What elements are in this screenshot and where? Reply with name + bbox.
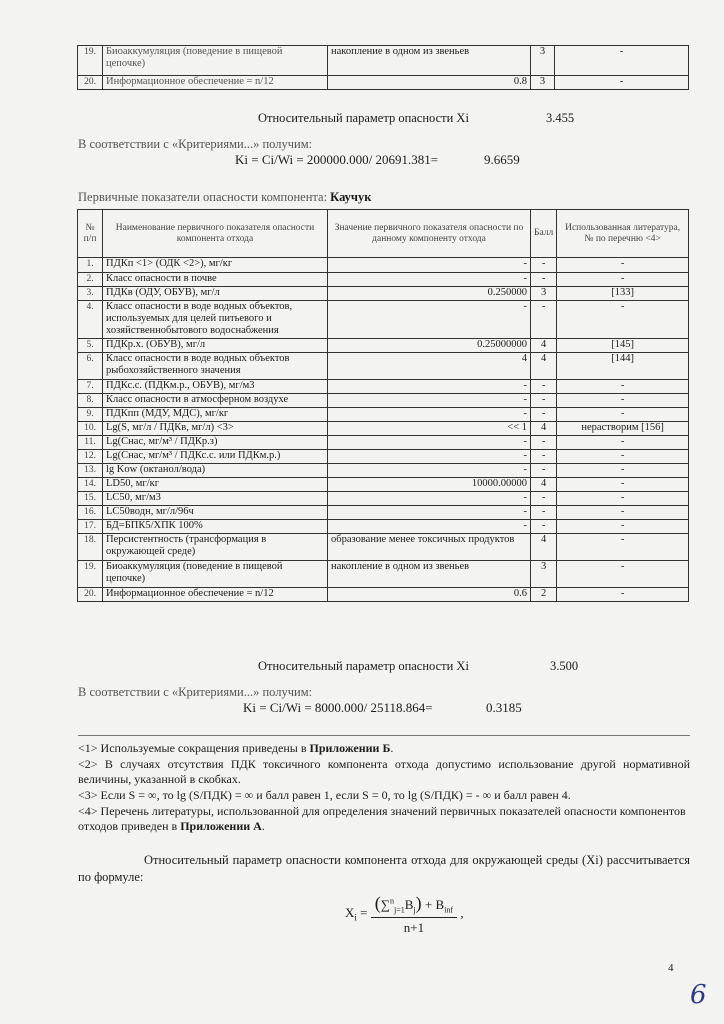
row-score: - <box>531 520 557 534</box>
header-score: Балл <box>531 210 557 258</box>
row-value: - <box>328 464 531 478</box>
row-value: образование менее токсичных продуктов <box>328 534 531 561</box>
row-score: - <box>531 464 557 478</box>
footnote-4-text: <4> Перечень литературы, использованной для определения значений первичных показателей опасности компонентов отходов приведен в <box>78 804 686 833</box>
row-name: ПДКп <1> (ОДК <2>), мг/кг <box>103 258 328 273</box>
footnote-1: <1> Используемые сокращения приведены в Приложении Б. <box>78 741 394 755</box>
table-top-fragment <box>77 45 689 90</box>
formula-comma: , <box>460 905 464 921</box>
section2-title <box>78 190 371 205</box>
row-value: - <box>328 492 531 506</box>
row-literature: - <box>557 408 689 422</box>
header-value: Значение первичного показателя опасности по данному компоненту отхода <box>328 210 531 258</box>
criteria2-intro: В соответствии с «Критериями...» получим: <box>78 685 313 699</box>
row-literature: - <box>557 450 689 464</box>
row-name: LC50водн, мг/л/96ч <box>103 506 328 520</box>
row-number: 10. <box>78 422 103 436</box>
row-score: 4 <box>531 478 557 492</box>
row-number: 19. <box>78 46 103 76</box>
row-name: ПДКр.х. (ОБУВ), мг/л <box>103 339 328 353</box>
table-row <box>78 464 689 478</box>
row-name: ПДКпп (МДУ, МДС), мг/кг <box>103 408 328 422</box>
row-number: 2. <box>78 273 103 287</box>
row-name: Класс опасности в атмосферном воздухе <box>103 394 328 408</box>
row-value: - <box>328 301 531 339</box>
section2-title-text: Первичные показатели опасности компонента: <box>78 190 328 204</box>
row-value: - <box>328 450 531 464</box>
row-name: Класс опасности в воде водных объектов, используемых для целей питьевого и хозяйственнобытового водоснабжения <box>103 301 328 339</box>
criteria2-formula: Ki = Ci/Wi = 8000.000/ 25118.864= <box>243 700 433 715</box>
row-number: 4. <box>78 301 103 339</box>
row-score: - <box>531 408 557 422</box>
row-name: Персистентность (трансформация в окружающей среде) <box>103 534 328 561</box>
result2-label: Относительный параметр опасности Xi <box>258 659 469 673</box>
result1-label: Относительный параметр опасности Xi <box>258 111 469 125</box>
row-literature: - <box>557 394 689 408</box>
row-number: 13. <box>78 464 103 478</box>
row-value: - <box>328 394 531 408</box>
page-number: 4 <box>668 962 674 974</box>
table-main <box>77 209 689 602</box>
criteria2-value: 0.3185 <box>486 700 522 715</box>
row-value: - <box>328 258 531 273</box>
row-number: 7. <box>78 380 103 394</box>
row-number: 16. <box>78 506 103 520</box>
row-name: Класс опасности в почве <box>103 273 328 287</box>
row-number: 6. <box>78 353 103 380</box>
row-number: 20. <box>78 76 103 90</box>
table-row <box>78 394 689 408</box>
formula-fraction <box>371 893 457 936</box>
row-value: - <box>328 506 531 520</box>
row-number: 15. <box>78 492 103 506</box>
row-value: 0.6 <box>328 588 531 602</box>
table-row <box>78 46 689 76</box>
table-row <box>78 520 689 534</box>
row-number: 3. <box>78 287 103 301</box>
row-number: 20. <box>78 588 103 602</box>
row-value: 4 <box>328 353 531 380</box>
row-name: Lg(Снас, мг/м³ / ПДКс.с. или ПДКм.р.) <box>103 450 328 464</box>
row-literature: - <box>557 506 689 520</box>
row-literature: [145] <box>557 339 689 353</box>
row-number: 14. <box>78 478 103 492</box>
row-name: Биоаккумуляция (поведение в пищевой цепочке) <box>103 561 328 588</box>
table-row <box>78 353 689 380</box>
table-row <box>78 506 689 520</box>
row-score: - <box>531 301 557 339</box>
row-score: - <box>531 394 557 408</box>
table-row <box>78 534 689 561</box>
formula-xi <box>345 893 464 936</box>
row-literature: - <box>557 478 689 492</box>
row-score: - <box>531 258 557 273</box>
row-literature: - <box>557 301 689 339</box>
row-number: 9. <box>78 408 103 422</box>
row-name: ПДКс.с. (ПДКм.р., ОБУВ), мг/м3 <box>103 380 328 394</box>
row-literature: - <box>557 492 689 506</box>
row-score: 3 <box>531 76 555 90</box>
formula-denominator: n+1 <box>403 919 425 935</box>
row-value: 0.8 <box>328 76 531 90</box>
row-literature: - <box>557 588 689 602</box>
row-literature: - <box>557 436 689 450</box>
footnote-1-ref: Приложении Б <box>309 741 391 755</box>
table-row <box>78 450 689 464</box>
row-literature: - <box>555 76 689 90</box>
row-name: БД=БПК5/ХПК 100% <box>103 520 328 534</box>
row-score: 2 <box>531 588 557 602</box>
row-name: LC50, мг/м3 <box>103 492 328 506</box>
row-name: Lg(S, мг/л / ПДКв, мг/л) <3> <box>103 422 328 436</box>
row-number: 11. <box>78 436 103 450</box>
row-name: lg Kow (октанол/вода) <box>103 464 328 478</box>
header-n: № п/п <box>78 210 103 258</box>
table-row <box>78 588 689 602</box>
row-name: Информационное обеспечение = n/12 <box>103 588 328 602</box>
row-literature: [144] <box>557 353 689 380</box>
table-row <box>78 76 689 90</box>
row-score: - <box>531 506 557 520</box>
header-name: Наименование первичного показателя опасности компонента отхода <box>103 210 328 258</box>
row-value: - <box>328 380 531 394</box>
formula-paragraph: Относительный параметр опасности компонента отхода для окружающей среды (Xi) рассчитывается по формуле: <box>78 853 690 884</box>
row-literature: - <box>557 561 689 588</box>
table-row <box>78 492 689 506</box>
row-number: 19. <box>78 561 103 588</box>
criteria1-value: 9.6659 <box>484 152 520 167</box>
row-literature: - <box>557 380 689 394</box>
row-name: Класс опасности в воде водных объектов рыбохозяйственного значения <box>103 353 328 380</box>
row-score: 4 <box>531 339 557 353</box>
row-value: 0.25000000 <box>328 339 531 353</box>
row-value: - <box>328 408 531 422</box>
row-score: 4 <box>531 422 557 436</box>
criteria1-intro: В соответствии с «Критериями...» получим: <box>78 137 313 151</box>
row-value: - <box>328 520 531 534</box>
row-number: 8. <box>78 394 103 408</box>
handwritten-number: 6 <box>690 980 707 1010</box>
row-number: 5. <box>78 339 103 353</box>
row-value: << 1 <box>328 422 531 436</box>
row-value: накопление в одном из звеньев <box>328 46 531 76</box>
row-value: - <box>328 273 531 287</box>
row-score: - <box>531 380 557 394</box>
row-literature: - <box>555 46 689 76</box>
row-score: 4 <box>531 353 557 380</box>
row-number: 18. <box>78 534 103 561</box>
row-value: 10000.00000 <box>328 478 531 492</box>
table-row <box>78 436 689 450</box>
row-name: Биоаккумуляция (поведение в пищевой цепочке) <box>103 46 328 76</box>
footnote-4: <4> Перечень литературы, использованной для определения значений первичных показателей опасности компонентов отходов приведен в Приложении А. <box>78 804 686 833</box>
formula-numerator: $(\sum^n_{j=1}B_j) + B_{inf}$ <box>371 893 457 918</box>
row-score: - <box>531 450 557 464</box>
formula-lhs: $X_i$ = <box>345 905 371 923</box>
footnote-3: <3> Если S = ∞, то lg (S/ПДК) = ∞ и балл равен 1, если S = 0, то lg (S/ПДК) = - ∞ и балл равен 4. <box>78 788 571 802</box>
table-row <box>78 287 689 301</box>
result1-value: 3.455 <box>546 111 575 125</box>
result2-value: 3.500 <box>550 659 579 673</box>
table-row <box>78 258 689 273</box>
row-literature: - <box>557 273 689 287</box>
row-literature: нерастворим [156] <box>557 422 689 436</box>
header-lit: Использованная литература, № по перечню <4> <box>557 210 689 258</box>
section2-component: Каучук <box>330 190 372 204</box>
footnote-divider <box>78 735 690 736</box>
row-name: Lg(Снас, мг/м³ / ПДКр.з) <box>103 436 328 450</box>
row-score: 4 <box>531 534 557 561</box>
row-value: 0.250000 <box>328 287 531 301</box>
table-row <box>78 408 689 422</box>
table-row <box>78 339 689 353</box>
table-row <box>78 273 689 287</box>
row-value: - <box>328 436 531 450</box>
row-literature: [133] <box>557 287 689 301</box>
footnote-4-ref: Приложении А <box>180 819 262 833</box>
row-name: ПДКв (ОДУ, ОБУВ), мг/л <box>103 287 328 301</box>
row-literature: - <box>557 464 689 478</box>
table-row <box>78 422 689 436</box>
row-number: 17. <box>78 520 103 534</box>
row-literature: - <box>557 534 689 561</box>
table-row <box>78 380 689 394</box>
footnote-2: <2> В случаях отсутствия ПДК токсичного компонента отхода допустимо использование другой нормативной величины, указанной в скобках. <box>78 757 690 786</box>
table-row <box>78 301 689 339</box>
row-name: LD50, мг/кг <box>103 478 328 492</box>
row-name: Информационное обеспечение = n/12 <box>103 76 328 90</box>
row-score: - <box>531 492 557 506</box>
row-number: 12. <box>78 450 103 464</box>
row-score: - <box>531 436 557 450</box>
criteria1-formula: Ki = Ci/Wi = 200000.000/ 20691.381= <box>235 152 439 167</box>
row-score: 3 <box>531 46 555 76</box>
table-row <box>78 561 689 588</box>
footnote-1-text: <1> Используемые сокращения приведены в <box>78 741 310 755</box>
row-score: 3 <box>531 287 557 301</box>
row-literature: - <box>557 520 689 534</box>
row-number: 1. <box>78 258 103 273</box>
row-score: - <box>531 273 557 287</box>
table-row <box>78 478 689 492</box>
row-literature: - <box>557 258 689 273</box>
row-score: 3 <box>531 561 557 588</box>
row-value: накопление в одном из звеньев <box>328 561 531 588</box>
